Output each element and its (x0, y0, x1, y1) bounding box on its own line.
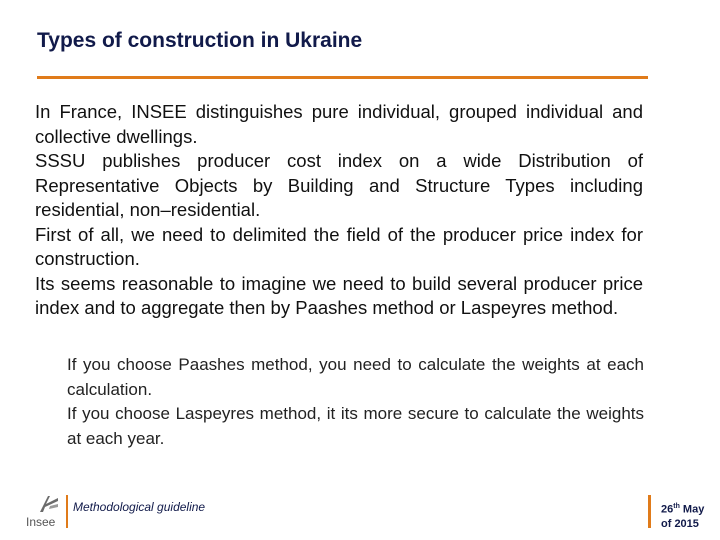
date-suffix: th (673, 503, 680, 510)
sub-paragraph-2: If you choose Laspeyres method, it its more secure to calculate the weights at each year. (67, 404, 644, 448)
footer-divider-right (648, 495, 651, 528)
date-month: May (679, 503, 705, 516)
paragraph-4: Its seems reasonable to imagine we need to build several producer price index and to aggregate then by Paashes method or Laspeyres method. (35, 272, 643, 318)
sub-bullets (67, 353, 644, 451)
slide-title: Types of construction in Ukraine (37, 29, 363, 52)
date-day: 26 (661, 503, 674, 516)
insee-logo-icon (38, 494, 60, 514)
insee-logo-text: Insee (26, 515, 56, 529)
footer-date (661, 500, 717, 531)
footer-divider-left (66, 495, 68, 528)
date-year: of 2015 (661, 517, 699, 530)
paragraph-3: First of all, we need to delimited the field of the producer price index for construction. (35, 223, 643, 269)
paragraph-2: SSSU publishes producer cost index on a wide Distribution of Representative Objects by Building and Structure Types including residential, non–residential. (35, 150, 643, 220)
title-underline (37, 76, 648, 79)
footer-label: Methodological guideline (73, 500, 206, 514)
paragraph-1: In France, INSEE distinguishes pure individual, grouped individual and collective dwellings. (35, 101, 643, 147)
body-text (35, 100, 643, 321)
insee-logo (26, 494, 64, 534)
sub-paragraph-1: If you choose Paashes method, you need to calculate the weights at each calculation. (67, 355, 644, 399)
